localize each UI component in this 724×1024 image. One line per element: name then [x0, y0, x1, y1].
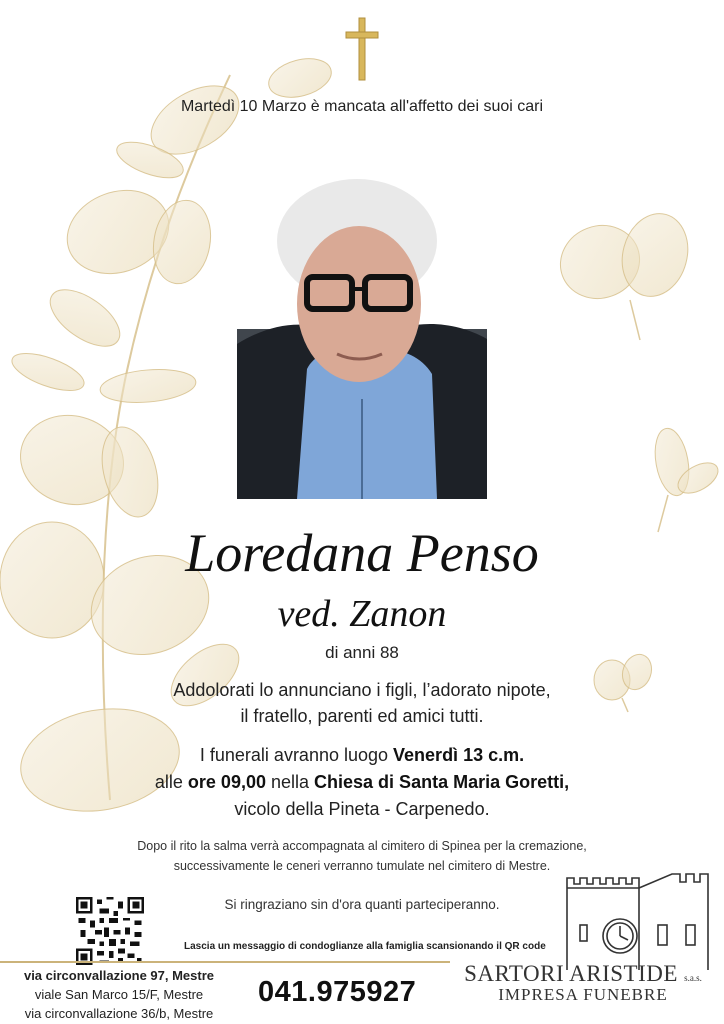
addresses — [0, 966, 238, 1023]
rite-line: Dopo il rito la salma verrà accompagnata al cimitero di Spinea per la cremazione, — [137, 839, 587, 853]
funeral-line-1 — [0, 742, 724, 769]
intro-text: Martedì 10 Marzo è mancata all'affetto dei suoi cari — [180, 98, 544, 115]
funeral-home-brand — [452, 961, 714, 1005]
deceased-name: Loredana Penso — [185, 523, 539, 583]
cross-icon — [344, 16, 380, 82]
address-line: via circonvallazione 97, Mestre — [23, 968, 215, 983]
rite-line: successivamente le ceneri verranno tumulate nel cimitero di Mestre. — [173, 859, 551, 873]
funeral-text: alle — [154, 772, 188, 792]
announcement-line: Addolorati lo annunciano i figli, l’adorato nipote, — [173, 680, 551, 700]
divider — [0, 961, 450, 963]
brand-name-line — [452, 961, 714, 987]
funeral-text: I funerali avranno luogo — [199, 745, 394, 765]
announcement-line: il fratello, parenti ed amici tutti. — [240, 706, 484, 726]
funeral-line-3: vicolo della Pineta - Carpenedo. — [234, 799, 490, 819]
funeral-line-2 — [0, 769, 724, 796]
funeral-date: Venerdì 13 c.m. — [393, 745, 525, 765]
brand-subtitle: IMPRESA FUNEBRE — [498, 985, 668, 1004]
address-line: via circonvallazione 36/b, Mestre — [24, 1006, 214, 1021]
qr-message: Lascia un messaggio di condoglianze alla famiglia scansionando il QR code — [184, 941, 546, 952]
thanks-text: Si ringraziano sin d'ora quanti parteciperanno. — [224, 897, 500, 912]
funeral-details — [0, 742, 724, 823]
phone-number: 041.975927 — [258, 976, 417, 1008]
widow-of: ved. Zanon — [277, 593, 447, 635]
funeral-text: nella — [265, 772, 315, 792]
address-line: viale San Marco 15/F, Mestre — [34, 987, 204, 1002]
brand-name: SARTORI ARISTIDE — [464, 961, 678, 986]
qr-code[interactable] — [76, 897, 144, 965]
brand-suffix: s.a.s. — [684, 973, 702, 983]
announcement — [0, 677, 724, 729]
age: di anni 88 — [325, 643, 399, 662]
funeral-church: Chiesa di Santa Maria Goretti, — [314, 772, 570, 792]
funeral-time: ore 09,00 — [187, 772, 266, 792]
portrait-photo — [237, 169, 487, 499]
clock-tower-logo — [562, 870, 712, 970]
